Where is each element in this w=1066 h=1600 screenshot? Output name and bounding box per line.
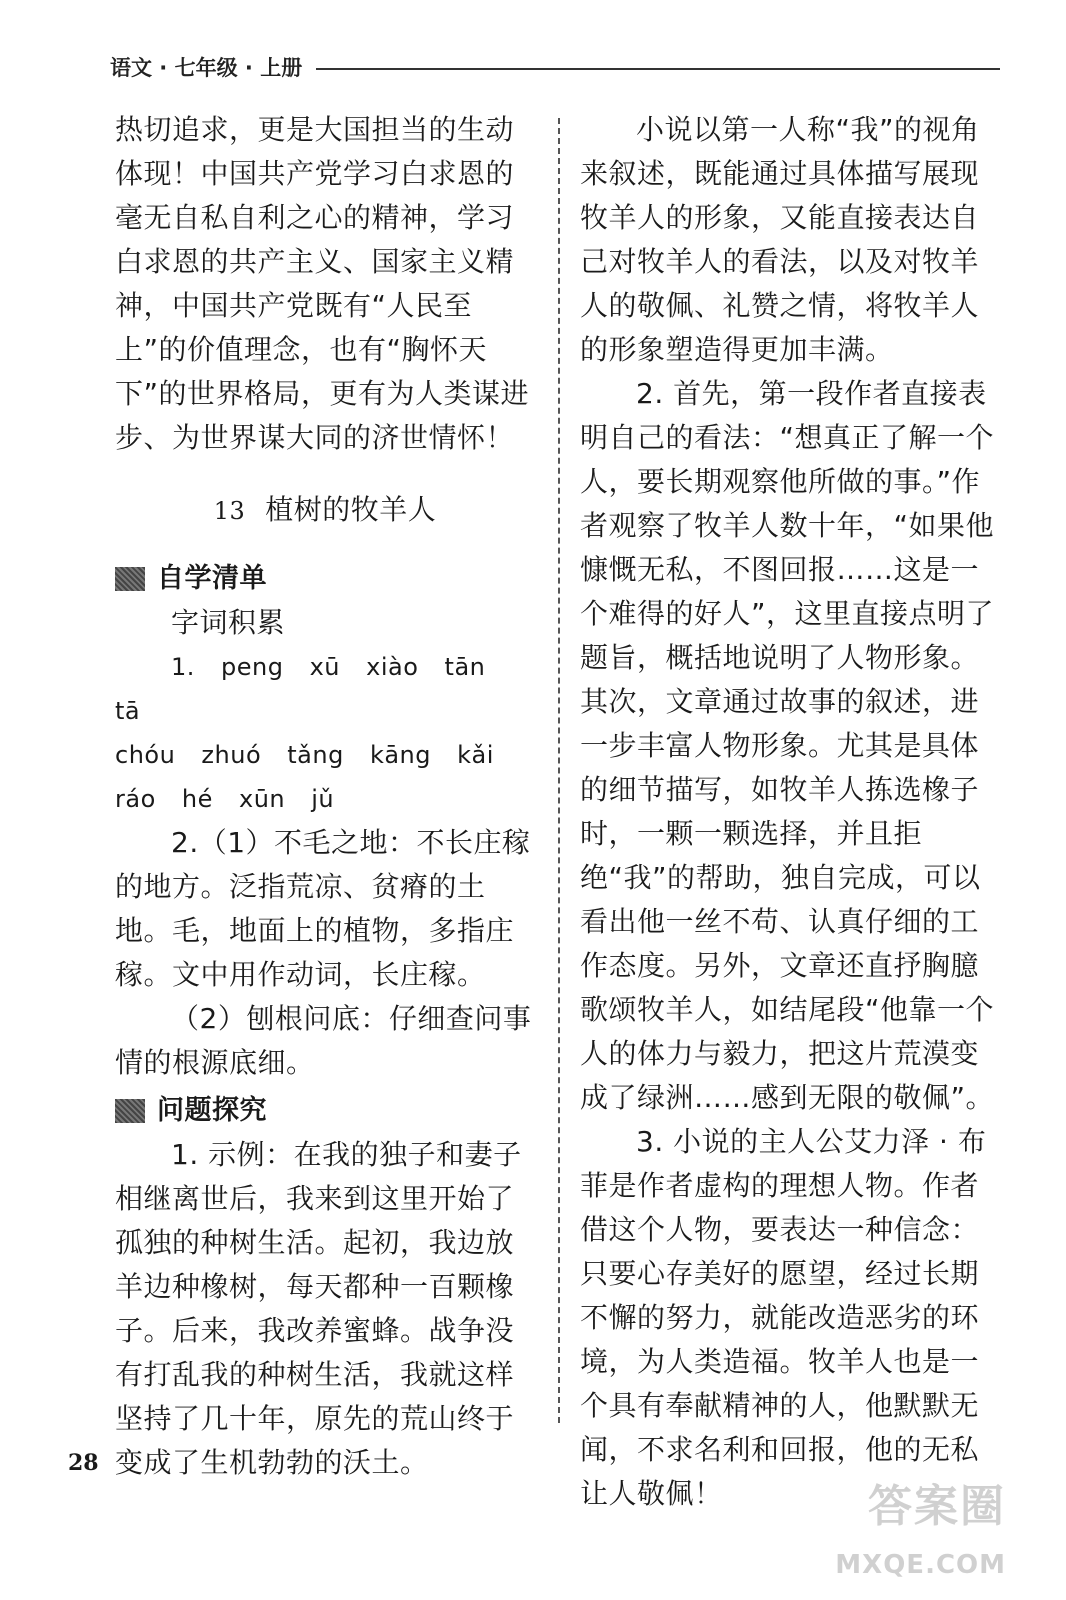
subheading-vocabulary: 字词积累 — [171, 606, 286, 639]
watermark — [816, 1470, 1006, 1580]
header-rule — [316, 68, 1000, 70]
section-heading-self-study — [115, 557, 535, 601]
pinyin-line-3: ráo hé xūn jǔ — [115, 785, 335, 813]
book-title: 语文 · 七年级 · 上册 — [110, 56, 303, 80]
section-heading-text: 问题探究 — [157, 1095, 267, 1126]
lesson-number: 13 — [213, 497, 246, 525]
section-square-icon — [115, 1099, 145, 1123]
lesson-title — [115, 488, 535, 533]
section-square-icon — [115, 567, 145, 591]
page-header — [110, 52, 1000, 88]
page-number: 28 — [68, 1450, 99, 1476]
right-paragraph-1: 小说以第一人称“我”的视角来叙述，既能通过具体描写展现牧羊人的形象，又能直接表达自己对牧羊人的看法，以及对牧羊人的敬佩、礼赞之情，将牧羊人的形象塑造得更加丰满。 — [580, 113, 980, 366]
vocab-answer-2-1: 2.（1）不毛之地：不长庄稼的地方。泛指荒凉、贫瘠的土地。毛，地面上的植物，多指庄稼。文中用作动词，长庄稼。 — [115, 826, 531, 991]
inquiry-answer-1: 1. 示例：在我的独子和妻子相继离世后，我来到这里开始了孤独的种树生活。起初，我边放羊边种橡树，每天都种一百颗橡子。后来，我改养蜜蜂。战争没有打乱我的种树生活，我就这样坚持了几十年，原先的荒山终于变成了生机勃勃的沃土。 — [115, 1138, 522, 1479]
pinyin-line-1: 1. peng xū xiào tān tā — [115, 653, 486, 725]
pinyin-line-2: chóu zhuó tǎng kāng kǎi — [115, 741, 494, 769]
right-column — [580, 108, 995, 1516]
section-heading-text: 自学清单 — [157, 563, 267, 594]
vocab-answer-2-2: （2）刨根问底：仔细查问事情的根源底细。 — [115, 1002, 532, 1079]
column-divider — [558, 118, 560, 1423]
left-column — [115, 108, 535, 1485]
section-heading-inquiry — [115, 1089, 535, 1133]
watermark-url: MXQE.COM — [835, 1550, 1006, 1580]
right-paragraph-3: 3. 小说的主人公艾力泽 · 布菲是作者虚构的理想人物。作者借这个人物，要表达一种信念：只要心存美好的愿望，经过长期不懈的努力，就能改造恶劣的环境，为人类造福。牧羊人也是一个具有奉献精神的人，他默默无闻，不求名利和回报，他的无私让人敬佩！ — [580, 1125, 987, 1510]
watermark-logo: 答案圈 — [868, 1481, 1006, 1532]
right-paragraph-2: 2. 首先，第一段作者直接表明自己的看法：“想真正了解一个人，要长期观察他所做的事。”作者观察了牧羊人数十年，“如果他慷慨无私，不图回报……这是一个难得的好人”，这里直接点明了题旨，概括地说明了人物形象。其次，文章通过故事的叙述，进一步丰富人物形象。尤其是具体的细节描写，如牧羊人拣选橡子时，一颗一颗选择，并且拒绝“我”的帮助，独自完成，可以看出他一丝不苟、认真仔细的工作态度。另外，文章还直抒胸臆歌颂牧羊人，如结尾段“他靠一个人的体力与毅力，把这片荒漠变成了绿洲……感到无限的敬佩”。 — [580, 377, 995, 1114]
left-continuation-paragraph: 热切追求，更是大国担当的生动体现！中国共产党学习白求恩的毫无自私自利之心的精神，学习白求恩的共产主义、国家主义精神，中国共产党既有“人民至上”的价值理念，也有“胸怀天下”的世界格局，更有为人类谋进步、为世界谋大同的济世情怀！ — [115, 113, 530, 454]
lesson-title-text: 植树的牧羊人 — [265, 493, 437, 526]
